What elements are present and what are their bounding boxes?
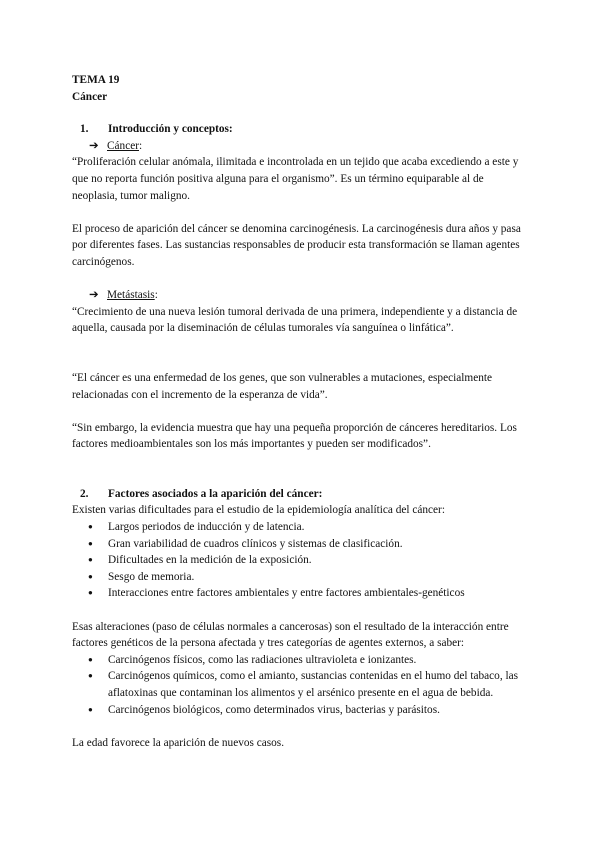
section-1-heading	[72, 121, 528, 138]
agents-list	[72, 652, 528, 718]
age-paragraph: La edad favorece la aparición de nuevos casos.	[72, 736, 285, 749]
list-item: ● Largos periodos de inducción y de latencia.	[72, 519, 528, 536]
document-title: TEMA 19	[72, 74, 120, 86]
quote-hereditary: “Sin embargo, la evidencia muestra que hay una pequeña proporción de cánceres hereditarios. Los factores medioambientales son los más importantes y pueden ser modificados”.	[72, 421, 517, 451]
metastasis-term-colon: :	[154, 289, 158, 302]
alterations-paragraph: Esas alteraciones (paso de células normales a cancerosas) son el resultado de la interacción entre factores genéticos de la persona afectada y tres categorías de agentes externos, a saber:	[72, 620, 509, 650]
cancer-term-line	[72, 138, 528, 155]
quote-genes: “El cáncer es una enfermedad de los genes, que son vulnerables a mutaciones, especialmente relacionadas con el incremento de la esperanza de vida”.	[72, 371, 493, 401]
difficulties-intro: Existen varias dificultades para el estudio de la epidemiología analítica del cáncer:	[72, 504, 445, 517]
section-1-number: 1.	[80, 123, 89, 136]
list-item: ● Carcinógenos químicos, como el amianto, sustancias contenidas en el humo del tabaco, las aflatoxinas que contaminan los alimentos y el arsénico presente en el agua de bebida.	[72, 668, 528, 701]
section-2-number: 2.	[80, 487, 89, 500]
section-2-heading	[72, 486, 528, 503]
list-item: ● Carcinógenos biológicos, como determinados virus, bacterias y parásitos.	[72, 702, 528, 719]
list-item: ● Sesgo de memoria.	[72, 569, 528, 586]
document-subtitle: Cáncer	[72, 90, 108, 103]
difficulties-list	[72, 519, 528, 602]
cancer-definition: “Proliferación celular anómala, ilimitada e incontrolada en un tejido que acaba excediendo a este y que no reporta función positiva alguna para el organismo”. Es un término equiparable al de neoplasia, tumor maligno.	[72, 156, 519, 202]
list-item: ● Carcinógenos físicos, como las radiaciones ultravioleta e ionizantes.	[72, 652, 528, 669]
metastasis-definition: “Crecimiento de una nueva lesión tumoral derivada de una primera, independiente y a distancia de aquella, causada por la diseminación de células tumorales vía sanguínea o linfática”.	[72, 305, 518, 335]
list-item: ● Gran variabilidad de cuadros clínicos y sistemas de clasificación.	[72, 536, 528, 553]
cancer-term-colon: :	[139, 139, 143, 152]
carcinogenesis-paragraph: El proceso de aparición del cáncer se denomina carcinogénesis. La carcinogénesis dura años y pasa por diferentes fases. Las sustancias responsables de producir esta transformación se llaman agentes carcinógenos.	[72, 222, 521, 268]
arrow-icon: ➔	[89, 289, 99, 302]
metastasis-term-line	[72, 287, 528, 304]
list-item: ● Interacciones entre factores ambientales y entre factores ambientales-genéticos	[72, 585, 528, 602]
section-1-title: Introducción y conceptos:	[108, 123, 233, 136]
arrow-icon: ➔	[89, 139, 99, 152]
cancer-term: Cáncer	[107, 139, 139, 152]
section-2-title: Factores asociados a la aparición del cáncer:	[108, 487, 323, 500]
metastasis-term: Metástasis	[107, 289, 155, 302]
list-item: ● Dificultades en la medición de la exposición.	[72, 552, 528, 569]
